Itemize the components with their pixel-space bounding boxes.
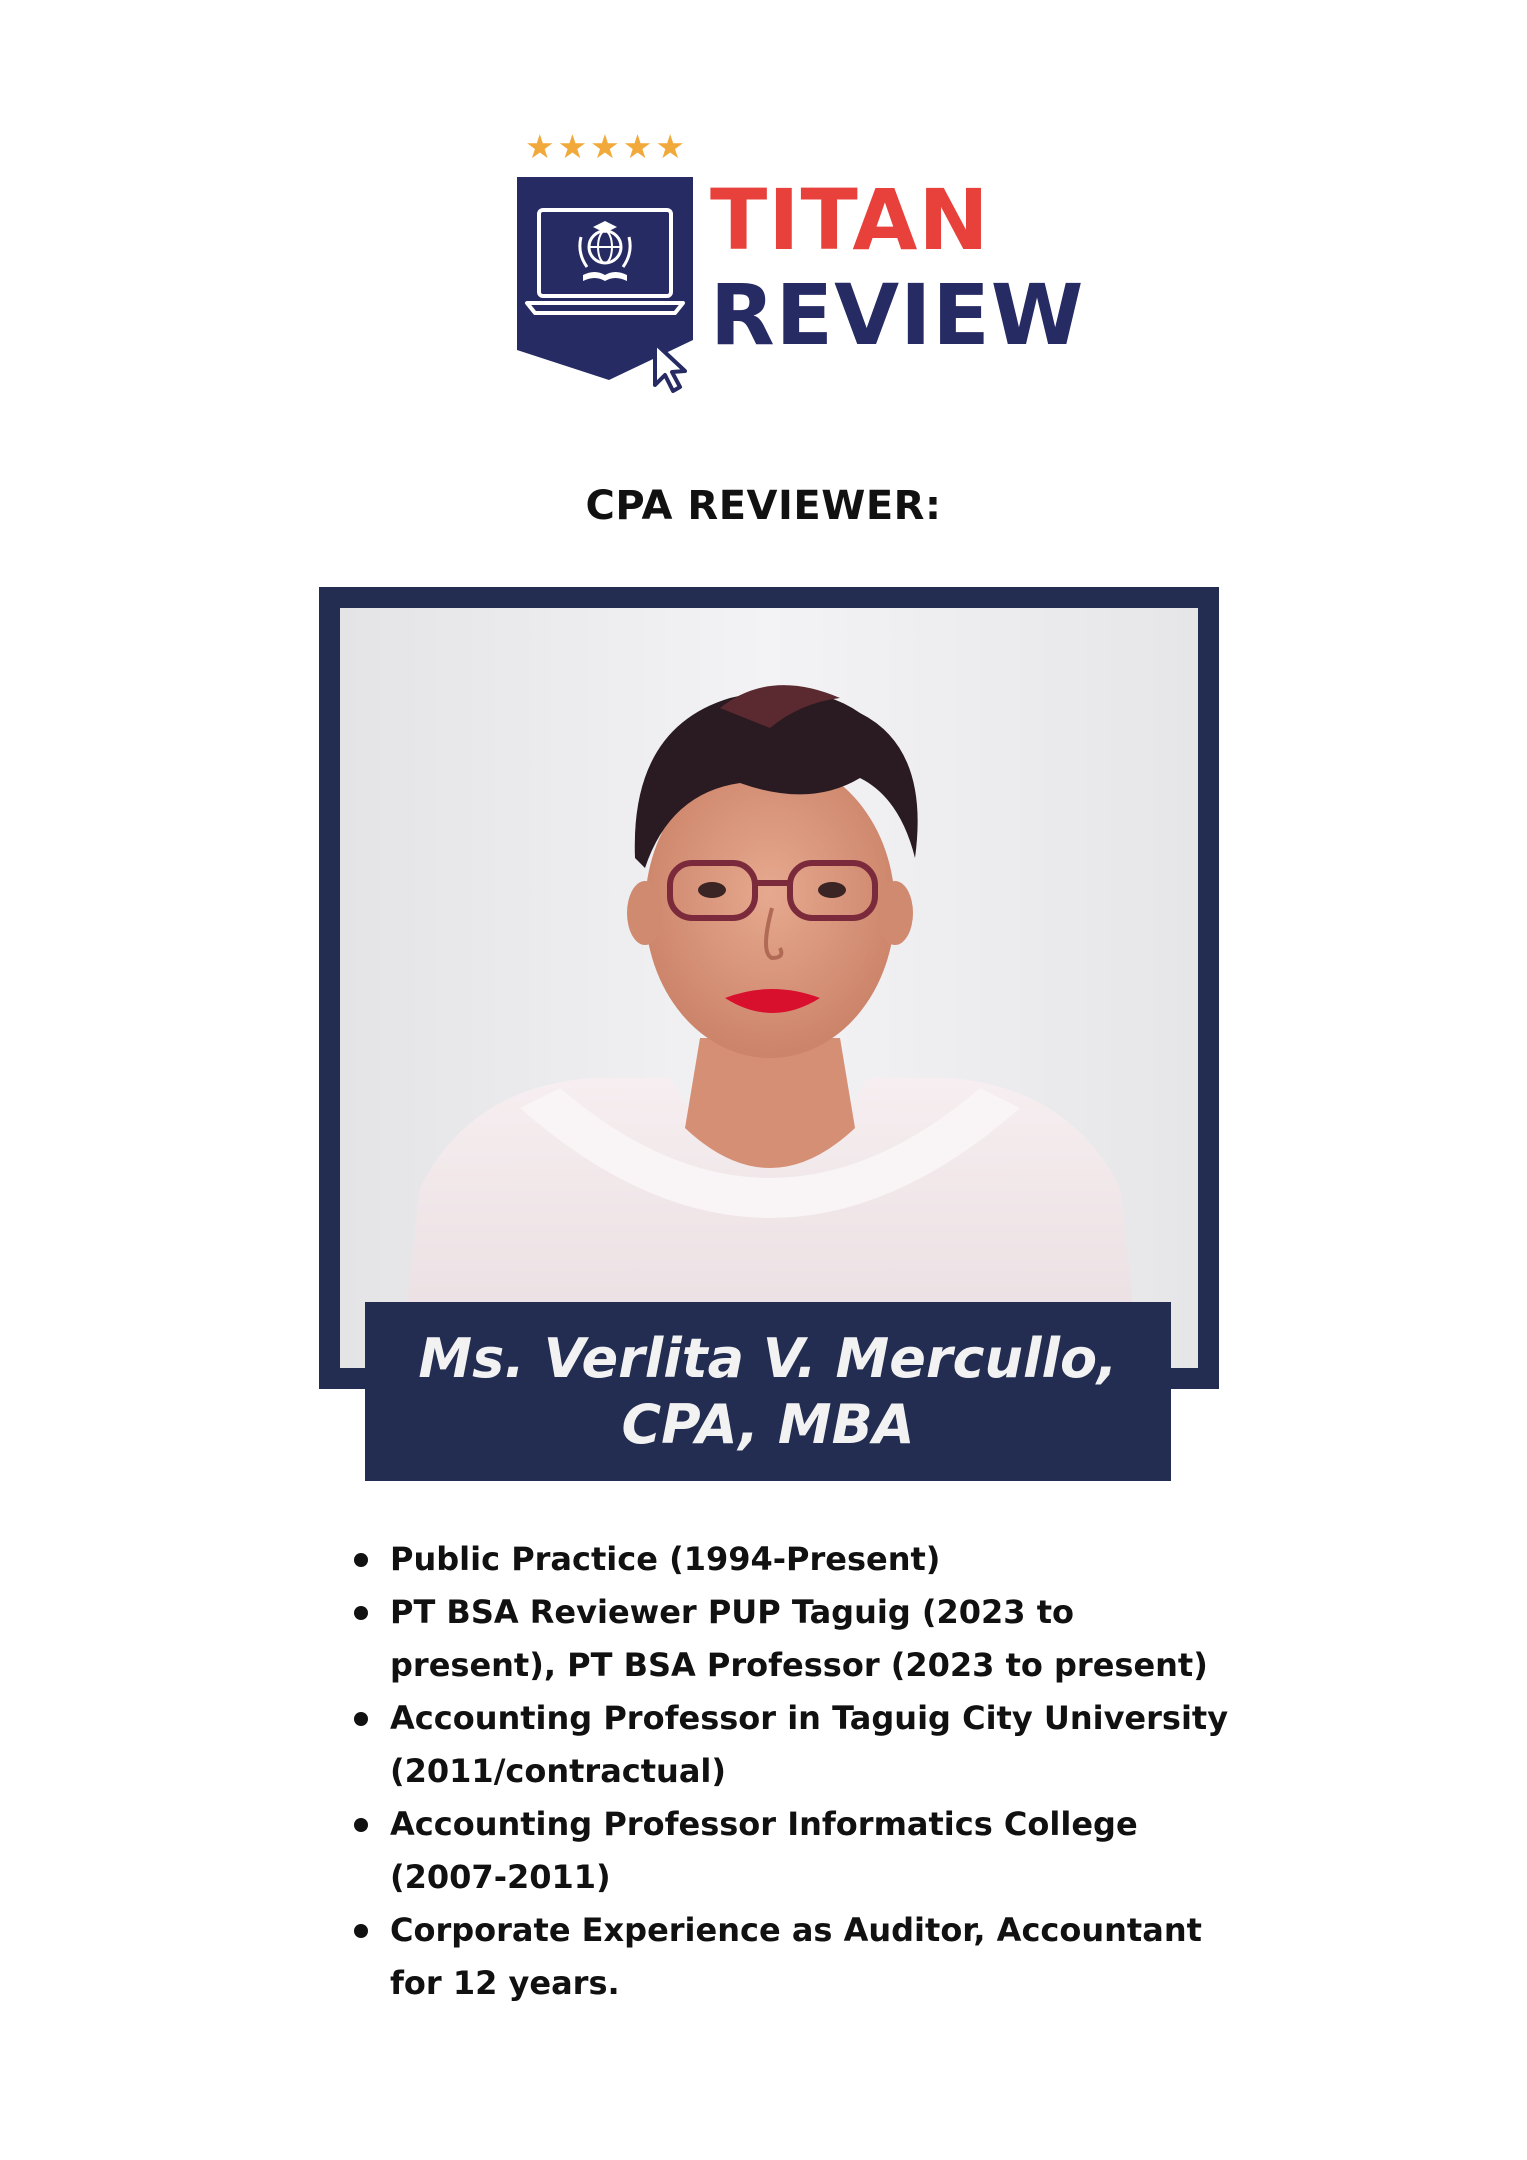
rating-stars-icon: ★★★★★ — [525, 127, 688, 166]
logo-word-review: REVIEW — [710, 266, 1085, 364]
logo-word-titan: TITAN — [710, 171, 990, 269]
credential-item: Corporate Experience as Auditor, Accountant for 12 years. — [340, 1904, 1240, 2010]
reviewer-portrait — [340, 608, 1198, 1368]
credential-item: Accounting Professor in Taguig City University (2011/contractual) — [340, 1692, 1240, 1798]
reviewer-name-banner — [365, 1302, 1171, 1481]
credentials-list — [340, 1533, 1240, 2010]
titan-review-logo — [515, 127, 1085, 395]
laptop-badge-icon — [515, 175, 705, 395]
section-heading: CPA REVIEWER: — [585, 483, 942, 529]
portrait-photo-icon — [340, 608, 1198, 1368]
credential-item: PT BSA Reviewer PUP Taguig (2023 to present), PT BSA Professor (2023 to present) — [340, 1586, 1240, 1692]
credential-item: Public Practice (1994-Present) — [340, 1533, 1240, 1586]
reviewer-name: Ms. Verlita V. Mercullo, CPA, MBA — [418, 1326, 1118, 1456]
credential-item: Accounting Professor Informatics College (2007-2011) — [340, 1798, 1240, 1904]
